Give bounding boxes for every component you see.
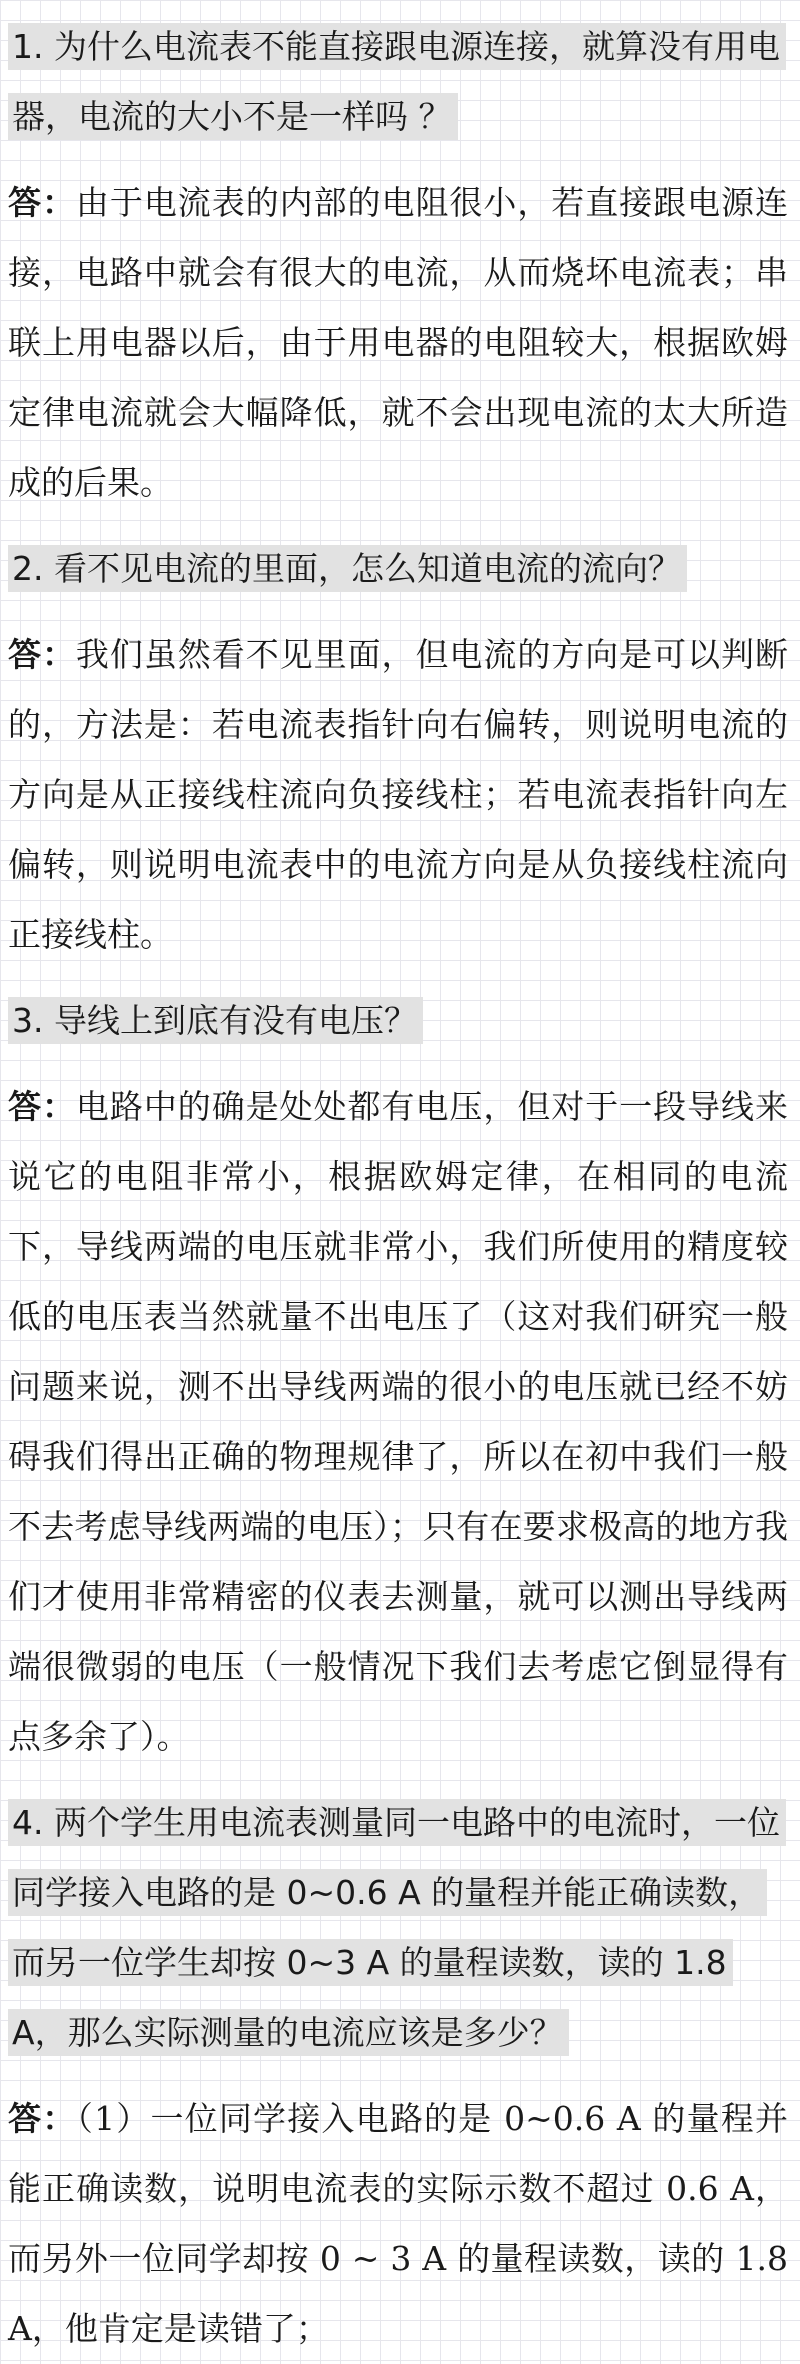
question-3-text: 3. 导线上到底有没有电压？ (8, 997, 423, 1044)
answer-3-text: 电路中的确是处处都有电压，但对于一段导线来说它的电阻非常小，根据欧姆定律，在相同的电流下，导线两端的电压就非常小，我们所使用的精度较低的电压表当然就量不出电压了（这对我们研究一般问题来说，测不出导线两端的很小的电压就已经不妨碍我们得出正确的物理规律了，所以在初中我们一般不去考虑导线两端的电压）；只有在要求极高的地方我们才使用非常精密的仪表去测量，就可以测出导线两端很微弱的电压（一般情况下我们去考虑它倒显得有点多余了）。 (8, 1087, 789, 1756)
question-2 (8, 534, 788, 604)
answer-4 (8, 2084, 788, 2364)
answer-1-text: 由于电流表的内部的电阻很小，若直接跟电源连接，电路中就会有很大的电流，从而烧坏电流表；串联上用电器以后，由于用电器的电阻较大，根据欧姆定律电流就会大幅降低，就不会出现电流的太大所造成的后果。 (8, 183, 789, 502)
answer-3-label: 答： (8, 1087, 76, 1126)
qa-block-4 (8, 1788, 788, 2364)
answer-2 (8, 620, 788, 970)
answer-2-text: 我们虽然看不见里面，但电流的方向是可以判断的，方法是：若电流表指针向右偏转，则说明电流的方向是从正接线柱流向负接线柱；若电流表指针向左偏转，则说明电流表中的电流方向是从负接线柱流向正接线柱。 (8, 635, 789, 954)
question-3 (8, 986, 788, 1056)
qa-block-2 (8, 534, 788, 970)
question-4-text: 4. 两个学生用电流表测量同一电路中的电流时，一位同学接入电路的是 0~0.6 A 的量程并能正确读数，而另一位学生却按 0~3 A 的量程读数，读的 1.8 A，那么实际测量的电流应该是多少？ (8, 1799, 786, 2056)
answer-1-label: 答： (8, 183, 76, 222)
question-4 (8, 1788, 788, 2068)
answer-1 (8, 168, 788, 518)
answer-4-label: 答： (8, 2099, 77, 2138)
answer-2-label: 答： (8, 635, 76, 674)
question-2-text: 2. 看不见电流的里面，怎么知道电流的流向？ (8, 545, 687, 592)
qa-block-1 (8, 0, 788, 518)
qa-block-3 (8, 986, 788, 1772)
answer-3 (8, 1072, 788, 1772)
answer-4-text: （1）一位同学接入电路的是 0~0.6 A 的量程并能正确读数，说明电流表的实际示数不超过 0.6 A，而另外一位同学却按 0 ~ 3 A 的量程读数，读的 1.8 A，他肯定是读错了； (8, 2099, 788, 2348)
question-1 (8, 0, 788, 152)
question-1-text: 1. 为什么电流表不能直接跟电源连接，就算没有用电器，电流的大小不是一样吗 ？ (8, 23, 786, 140)
